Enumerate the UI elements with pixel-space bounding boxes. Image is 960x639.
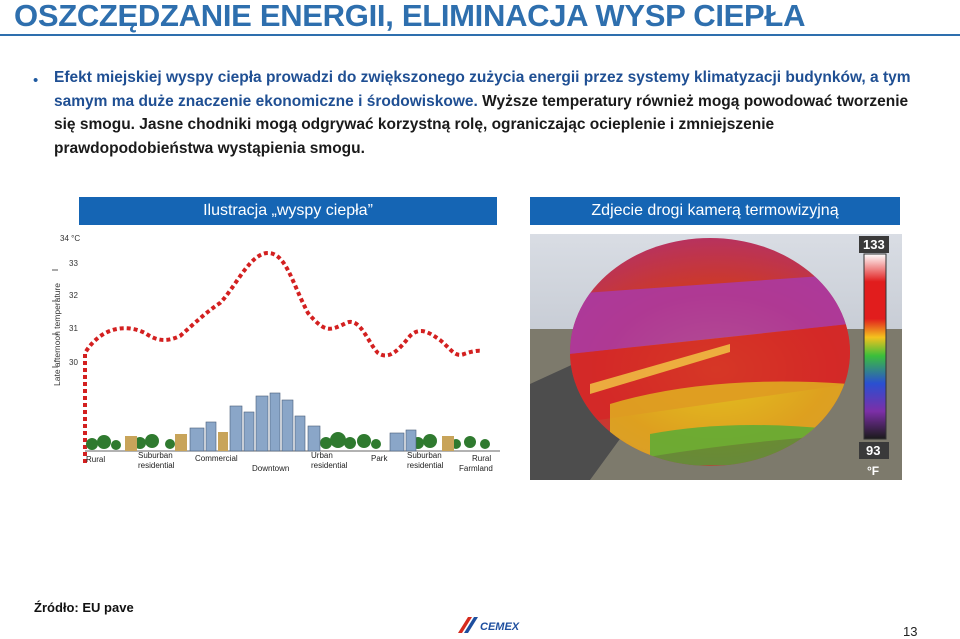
landscape-silhouette xyxy=(86,393,490,451)
zone-downtown: Downtown xyxy=(252,464,290,473)
paragraph-part-1: Efekt miejskiej wyspy ciepła prowadzi do zwiększonego zużycia energii przez systemy klimatyzacji budynków, a tym samym ma duże znaczenie ekonomiczne i środowiskowe. xyxy=(54,69,911,110)
zone-urban-residential: Urban residential xyxy=(311,451,348,470)
y-tick-34: 34 °C xyxy=(60,234,81,243)
page-number: 13 xyxy=(903,624,918,639)
scale-max-label: 133 xyxy=(863,237,885,252)
scale-min-label: 93 xyxy=(866,443,881,458)
y-tick-31: 31 xyxy=(69,324,78,333)
zone-suburban-2: Suburban residential xyxy=(407,451,444,470)
y-tick-33: 33 xyxy=(69,259,78,268)
source-note: Źródło: EU pave xyxy=(34,600,134,615)
paragraph-part-2: Wyższe temperatury również mogą powodować tworzenie się smogu. Jasne chodniki mogą odgrywać korzystną rolę, ograniczając ocieplenie i zmniejszenie prawdopodobieństwa wystąpienia smogu. xyxy=(54,92,909,157)
heat-island-illustration xyxy=(30,228,505,478)
zone-suburban-1: Suburban residential xyxy=(138,451,175,470)
body-paragraph xyxy=(54,66,934,160)
y-axis-label: Late afternoon temperature xyxy=(52,282,62,386)
caption-thermal-photo: Zdjecie drogi kamerą termowizyjną xyxy=(530,197,900,225)
zone-park: Park xyxy=(371,454,388,463)
cemex-logo xyxy=(458,615,522,635)
scale-unit-label: °F xyxy=(867,464,880,478)
zone-rural-farmland: Rural Farmland xyxy=(459,454,493,473)
zone-rural: Rural xyxy=(86,455,106,464)
zone-labels xyxy=(86,451,493,473)
thermal-road-photo xyxy=(530,234,902,480)
bullet-marker: • xyxy=(33,72,39,89)
caption-heat-island: Ilustracja „wyspy ciepła” xyxy=(79,197,497,225)
y-tick-32: 32 xyxy=(69,291,78,300)
slide-title: OSZCZĘDZANIE ENERGII, ELIMINACJA WYSP CIEPŁA xyxy=(14,0,806,33)
y-tick-30: 30 xyxy=(69,358,78,367)
y-ticks xyxy=(60,234,80,367)
title-divider xyxy=(0,34,960,36)
logo-wordmark: CEMEX xyxy=(480,621,520,633)
temperature-scale-bar xyxy=(864,254,886,439)
zone-commercial: Commercial xyxy=(195,454,238,463)
